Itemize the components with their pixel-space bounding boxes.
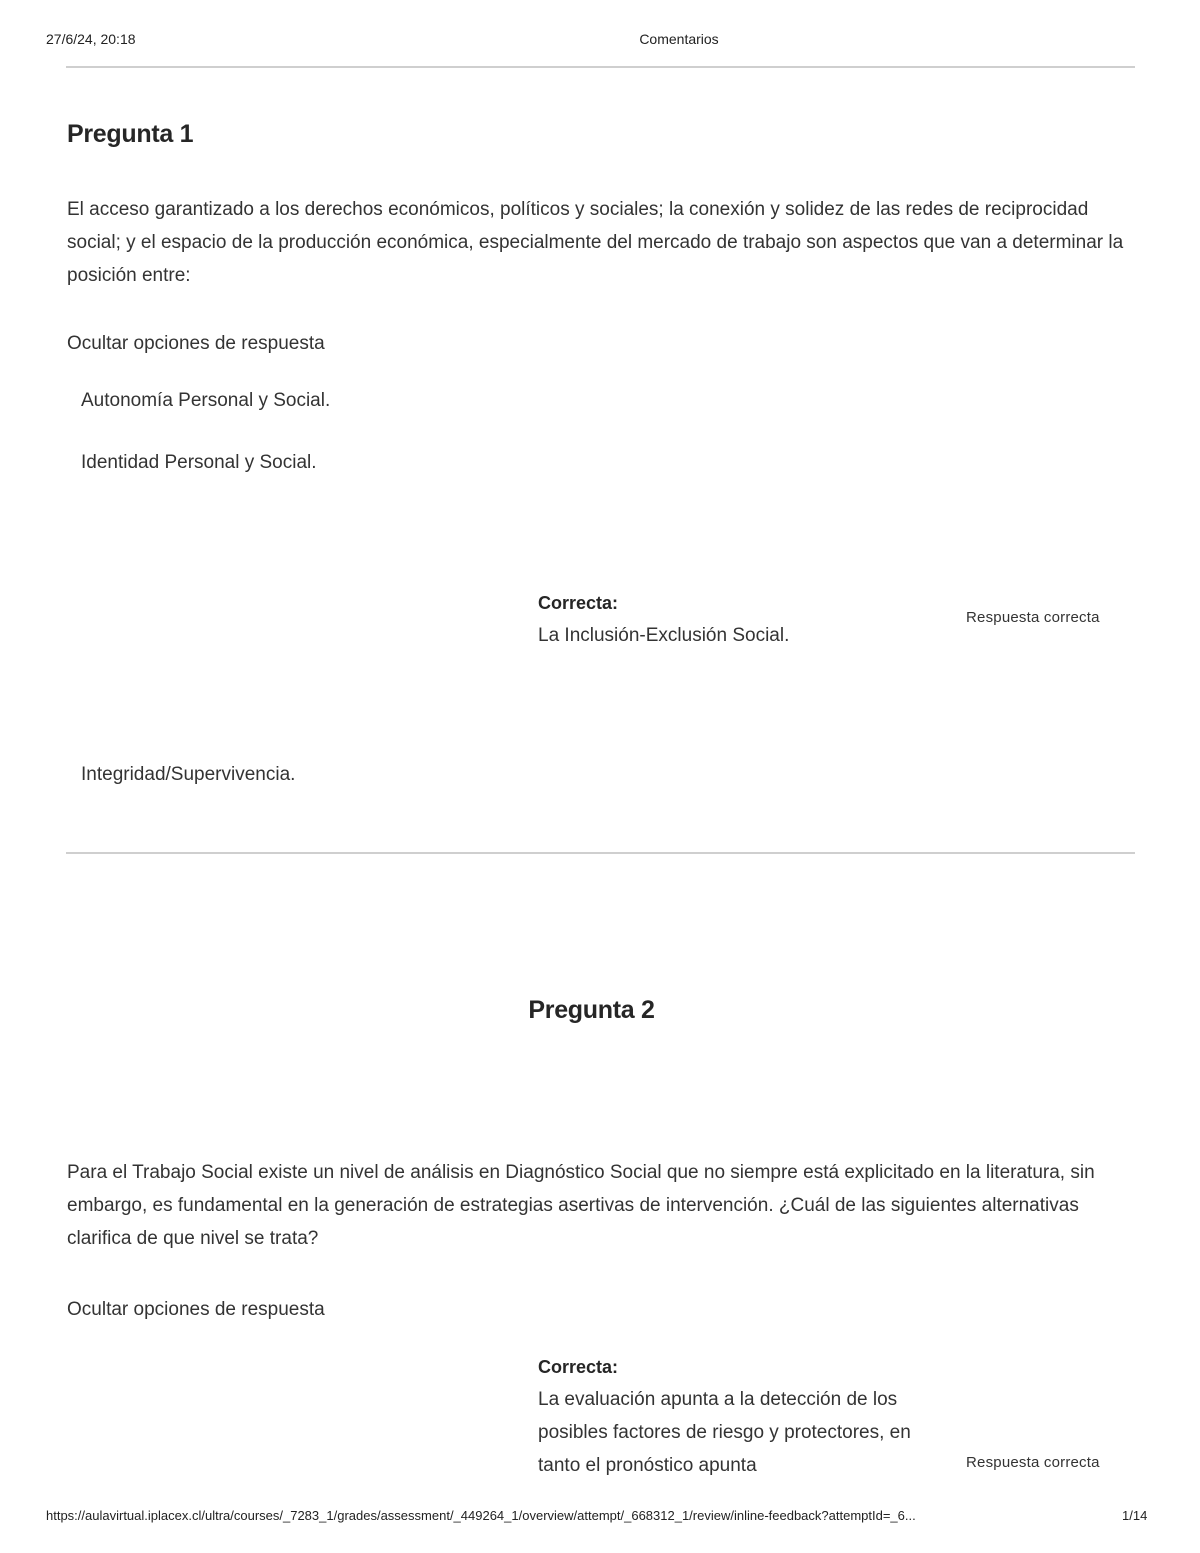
print-datetime: 27/6/24, 20:18 [46,31,136,47]
print-page-title: Comentarios [639,31,719,47]
divider [66,852,1135,854]
print-url: https://aulavirtual.iplacex.cl/ultra/courses/_7283_1/grades/assessment/_449264_1/overview/attempt/_668312_1/review/inline-feedback?attemptId=_6... [46,1508,916,1523]
hide-answer-options-toggle[interactable]: Ocultar opciones de respuesta [67,1299,325,1320]
question-title: Pregunta 2 [528,996,655,1024]
question-title: Pregunta 1 [67,120,194,148]
correct-answer-label: Correcta: [538,593,619,613]
answer-status: Respuesta correcta [966,1454,1100,1471]
correct-answer-label: Correcta: [538,1357,619,1377]
answer-option: Autonomía Personal y Social. [81,390,331,411]
divider [66,66,1135,68]
answer-option: Integridad/Supervivencia. [81,764,296,785]
answer-status: Respuesta correcta [966,609,1100,626]
question-text: El acceso garantizado a los derechos económicos, políticos y sociales; la conexión y solidez de las redes de reciprocidad social; y el espacio de la producción económica, especialmente del mercado de trabajo son aspectos que van a determinar la posición entre: [67,199,1124,286]
hide-answer-options-toggle[interactable]: Ocultar opciones de respuesta [67,333,325,354]
answer-option: Identidad Personal y Social. [81,452,317,473]
question-text: Para el Trabajo Social existe un nivel de análisis en Diagnóstico Social que no siempre está explicitado en la literatura, sin embargo, es fundamental en la generación de estrategias asertivas de intervención. ¿Cuál de las siguientes alternativas clarifica de que nivel se trata? [67,1162,1095,1249]
print-page-number: 1/14 [1122,1508,1148,1523]
correct-answer-text: La Inclusión-Exclusión Social. [538,625,790,646]
correct-answer-text: La evaluación apunta a la detección de los posibles factores de riesgo y protectores, en tanto el pronóstico apunta [538,1389,911,1476]
